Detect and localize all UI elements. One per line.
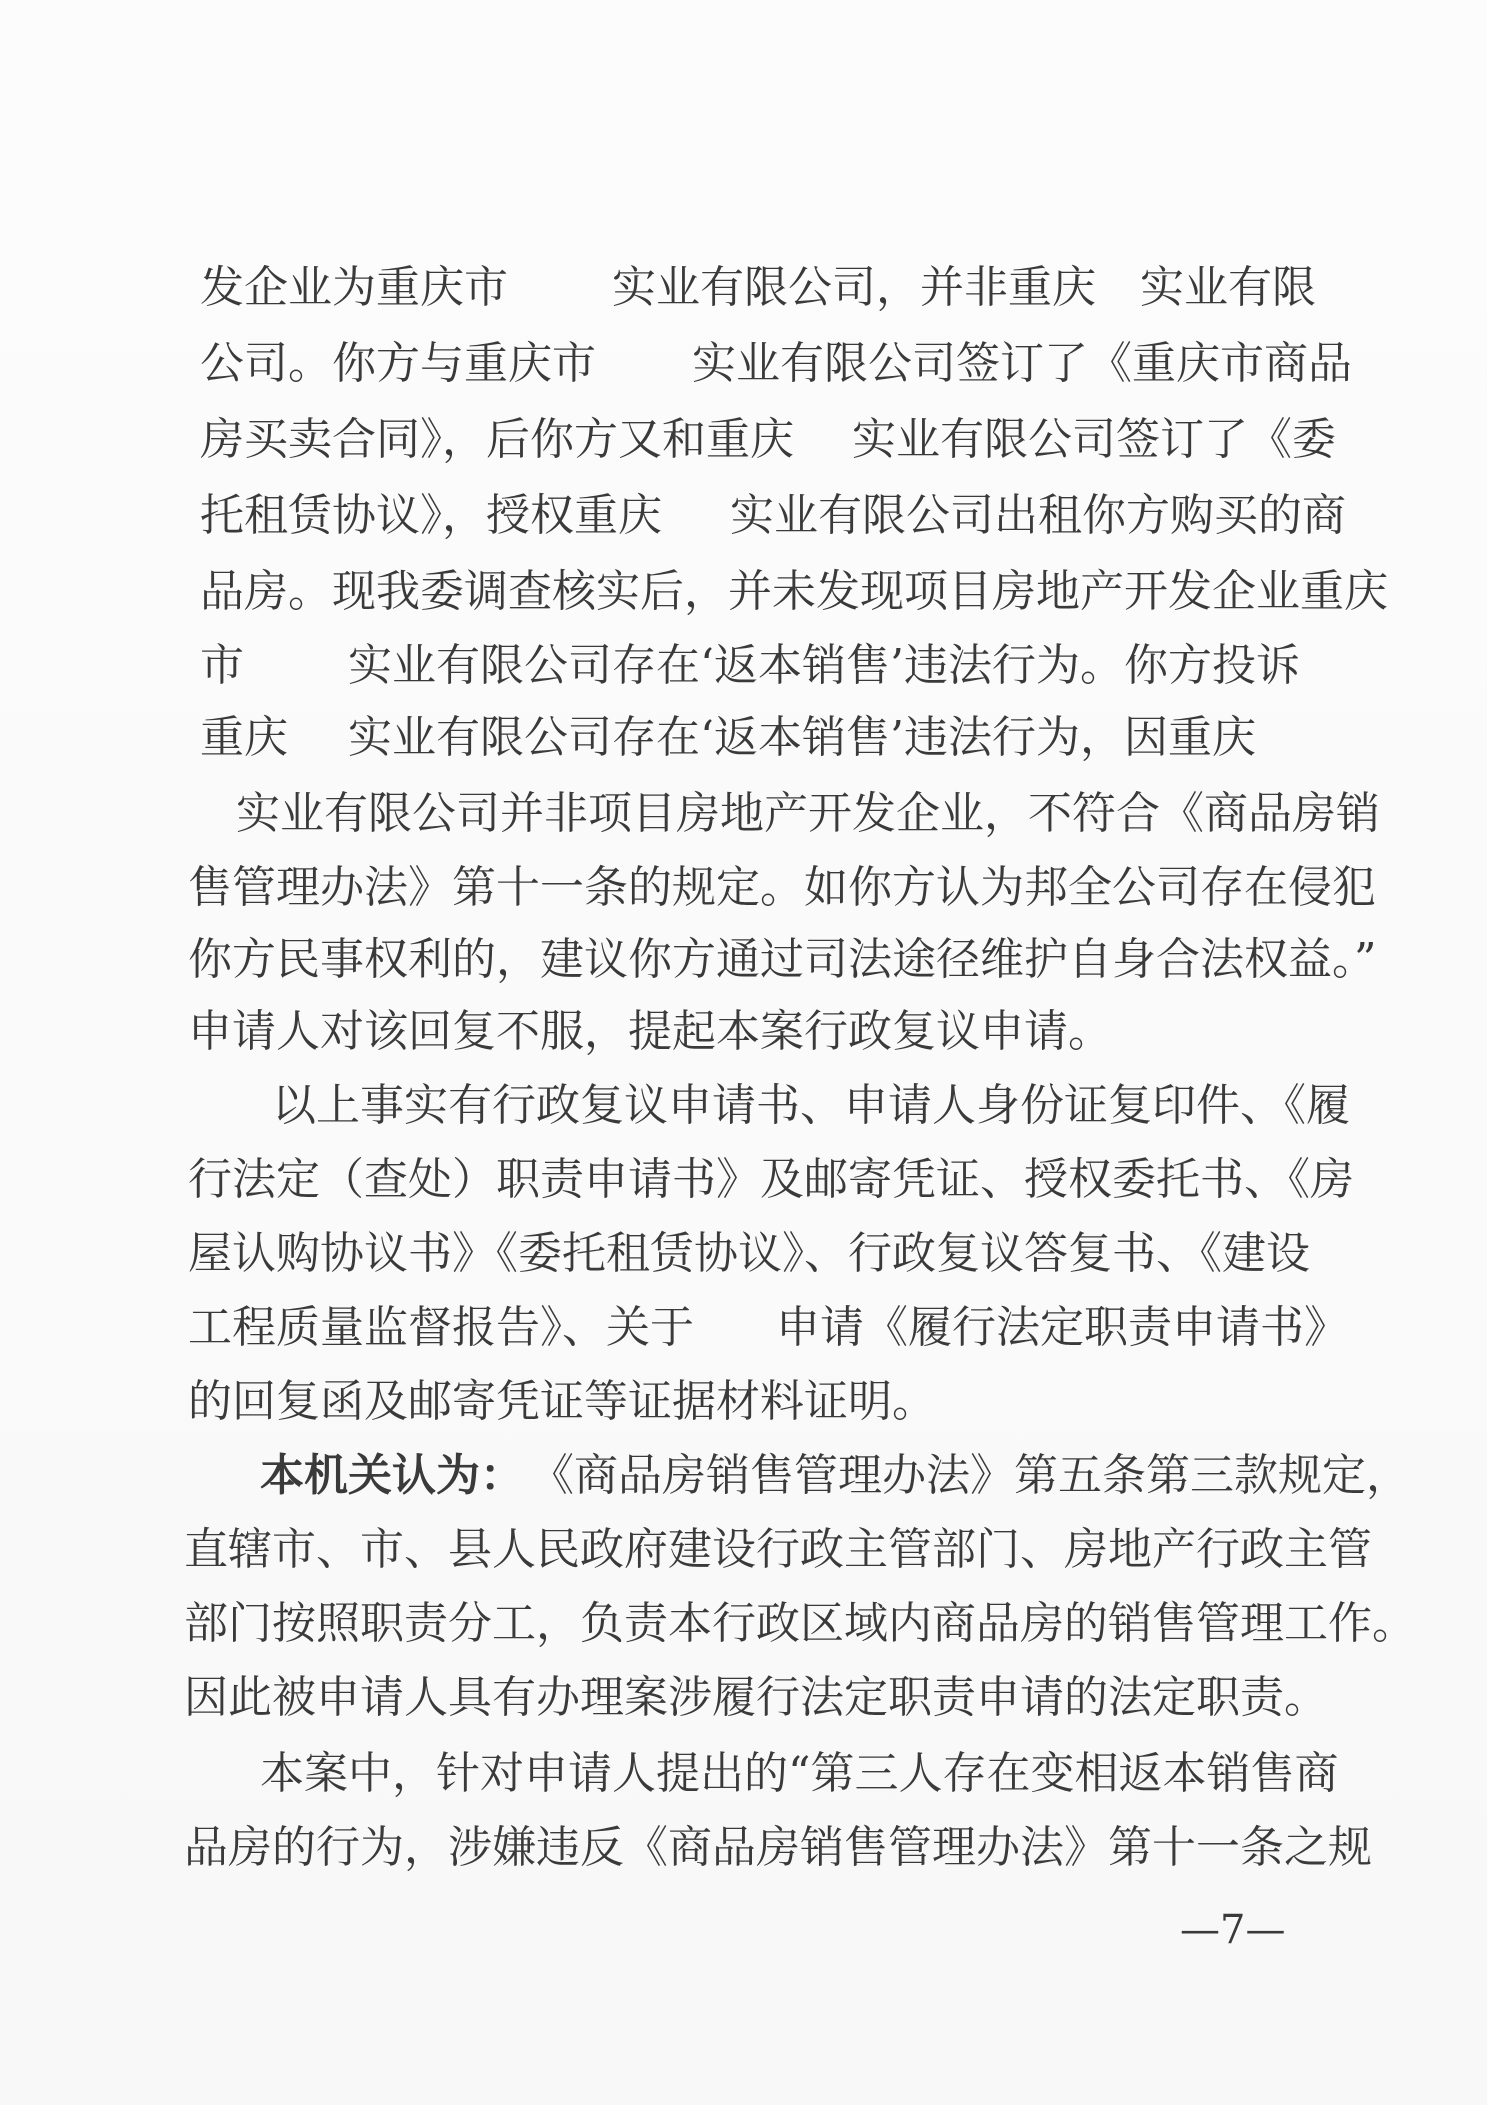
- text-segment: 实业有限公司出租你方购买的商: [730, 490, 1346, 541]
- text-segment: 《商品房销售管理办法》第五条第三款规定，: [530, 1450, 1410, 1501]
- text-line: [0, 1514, 1487, 1586]
- text-segment: 申请《履行法定职责申请书》: [776, 1302, 1348, 1353]
- text-segment: 实业有限公司并非项目房地产开发企业，不符合《商品房销: [236, 788, 1380, 839]
- text-line: [0, 1738, 1487, 1810]
- text-line: [0, 480, 1487, 552]
- text-line: [0, 1292, 1487, 1364]
- text-segment: 部门按照职责分工，负责本行政区域内商品房的销售管理工作。: [184, 1598, 1416, 1649]
- text-line: [0, 1588, 1487, 1660]
- text-segment: 房买卖合同》，后你方又和重庆: [200, 414, 794, 465]
- text-line: [0, 778, 1487, 850]
- text-line: [0, 1662, 1487, 1734]
- text-line: [0, 328, 1487, 400]
- text-line: [0, 1812, 1487, 1884]
- text-segment: 直辖市、市、县人民政府建设行政主管部门、房地产行政主管: [184, 1524, 1372, 1575]
- text-line: [0, 924, 1487, 996]
- text-segment: 本案中，针对申请人提出的“第三人存在变相返本销售商: [260, 1748, 1339, 1799]
- text-line: [0, 852, 1487, 924]
- text-segment: 发企业为重庆市: [200, 262, 508, 313]
- text-segment: 公司。你方与重庆市: [200, 338, 596, 389]
- text-line: [0, 1144, 1487, 1216]
- text-line: [0, 1218, 1487, 1290]
- text-segment-bold: 本机关认为：: [260, 1450, 524, 1501]
- text-segment: 以上事实有行政复议申请书、申请人身份证复印件、《履: [272, 1080, 1350, 1131]
- text-segment: 售管理办法》第十一条的规定。如你方认为邦全公司存在侵犯: [188, 862, 1376, 913]
- text-segment: 市: [200, 640, 244, 691]
- text-line: [0, 252, 1487, 324]
- text-segment: 实业有限公司签订了《重庆市商品: [692, 338, 1352, 389]
- text-segment: 重庆: [200, 712, 288, 763]
- text-line: [0, 630, 1487, 702]
- text-line: [0, 1366, 1487, 1438]
- text-line: [0, 404, 1487, 476]
- text-line: [0, 1440, 1487, 1512]
- text-segment: 托租赁协议》，授权重庆: [200, 490, 662, 541]
- text-line: [0, 556, 1487, 628]
- text-segment: 实业有限公司，并非重庆: [612, 262, 1096, 313]
- text-segment: 工程质量监督报告》、关于: [188, 1302, 694, 1353]
- text-line: [0, 1070, 1487, 1142]
- text-segment: 品房。现我委调查核实后，并未发现项目房地产开发企业重庆: [200, 566, 1388, 617]
- text-segment: 实业有限公司存在‘返本销售’违法行为，因重庆: [348, 712, 1256, 763]
- text-segment: 的回复函及邮寄凭证等证据材料证明。: [188, 1376, 936, 1427]
- text-segment: 屋认购协议书》《委托租赁协议》、行政复议答复书、《建设: [188, 1228, 1310, 1279]
- text-segment: 实业有限: [1140, 262, 1316, 313]
- text-segment: 行法定（查处）职责申请书》及邮寄凭证、授权委托书、《房: [188, 1154, 1354, 1205]
- text-segment: 实业有限公司存在‘返本销售’违法行为。你方投诉: [348, 640, 1300, 691]
- page-number: —7—: [1180, 1907, 1286, 1953]
- text-segment: 实业有限公司签订了《委: [852, 414, 1336, 465]
- text-segment: 申请人对该回复不服，提起本案行政复议申请。: [188, 1006, 1112, 1057]
- text-line: [0, 702, 1487, 774]
- text-segment: 你方民事权利的，建议你方通过司法途径维护自身合法权益。”: [188, 934, 1377, 985]
- text-line: [0, 996, 1487, 1068]
- text-segment: 因此被申请人具有办理案涉履行法定职责申请的法定职责。: [184, 1672, 1328, 1723]
- text-segment: 品房的行为，涉嫌违反《商品房销售管理办法》第十一条之规: [184, 1822, 1372, 1873]
